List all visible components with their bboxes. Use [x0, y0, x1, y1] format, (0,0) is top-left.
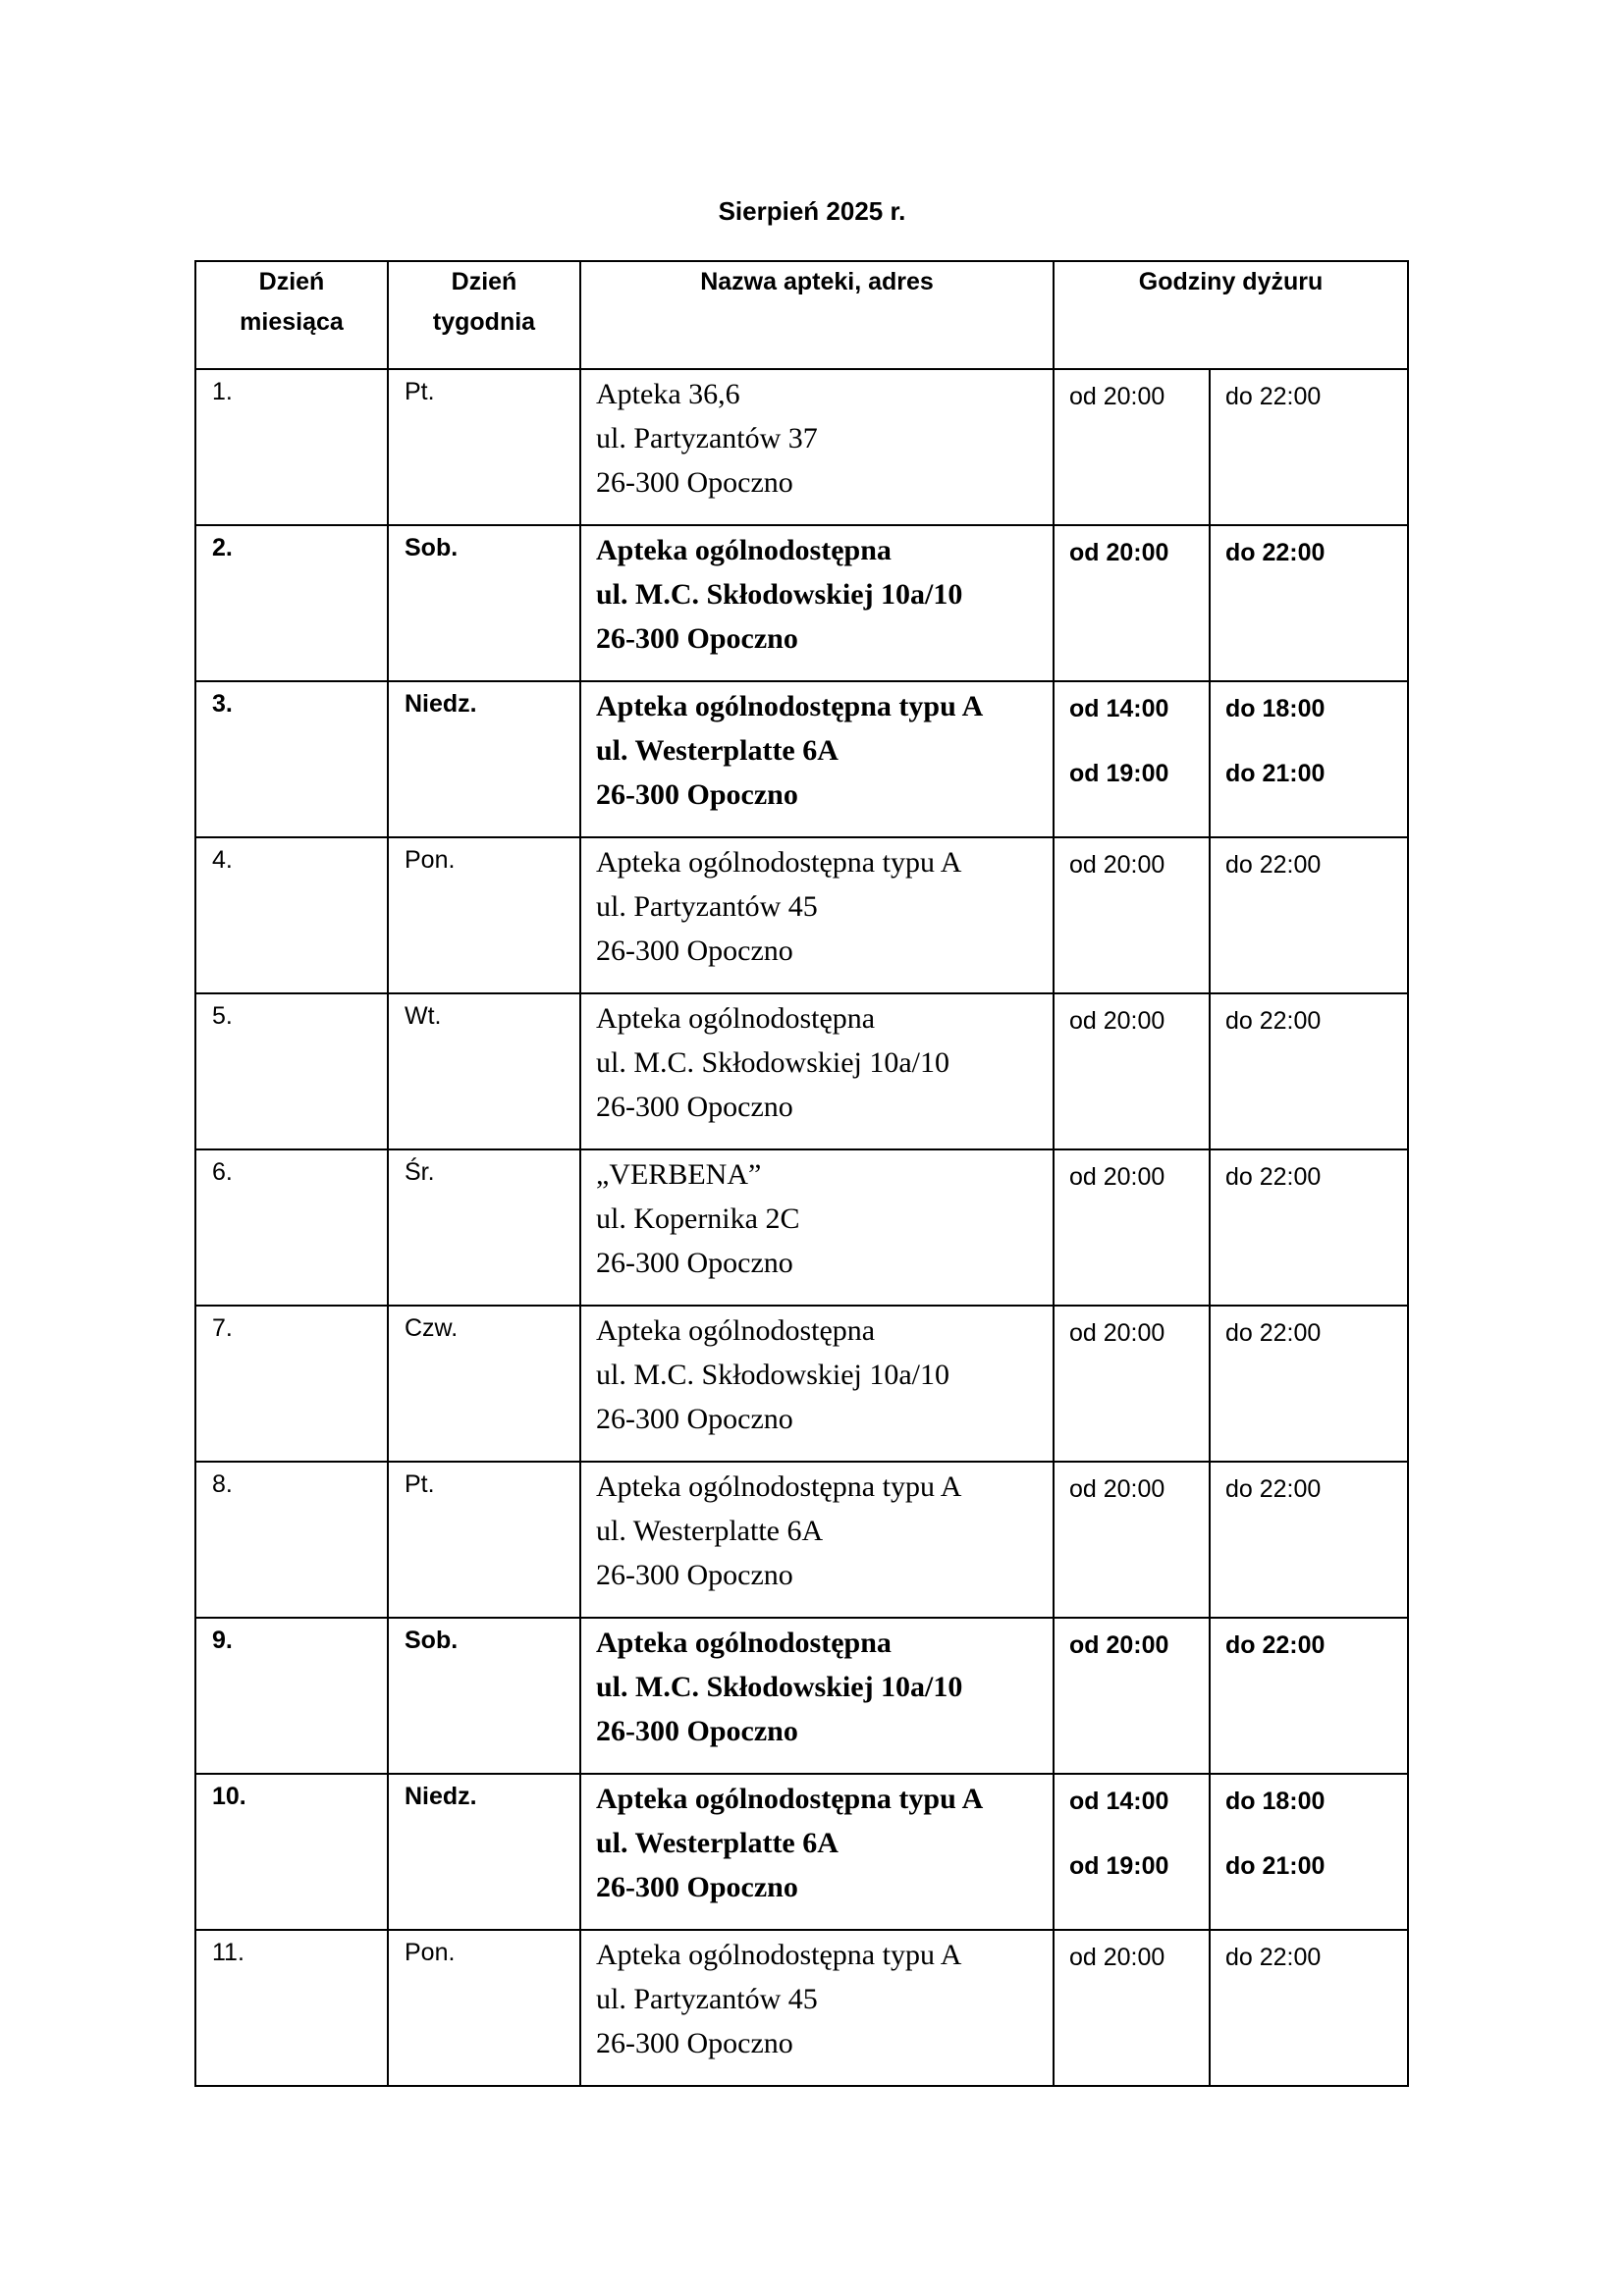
table-row — [195, 993, 1408, 1149]
day-of-week-cell — [388, 525, 580, 681]
hours-to-cell — [1210, 1774, 1408, 1930]
pharmacy-cell — [580, 1930, 1054, 2086]
day-of-week: Sob. — [405, 1627, 459, 1654]
header-day-of-week-line: Dzień — [451, 268, 517, 295]
hours-from: od 14:00 — [1069, 695, 1169, 722]
hours-from: od 19:00 — [1069, 1852, 1169, 1880]
day-of-month-cell — [195, 993, 388, 1149]
pharmacy-city: 26-300 Opoczno — [596, 934, 793, 967]
hours-from-cell — [1054, 1306, 1210, 1462]
hours-to-cell — [1210, 1618, 1408, 1774]
pharmacy-cell — [580, 837, 1054, 993]
hours-from: od 20:00 — [1069, 383, 1165, 410]
day-of-week-cell — [388, 681, 580, 837]
hours-from: od 20:00 — [1069, 1007, 1165, 1035]
hours-from-cell — [1054, 837, 1210, 993]
table-row — [195, 681, 1408, 837]
table-row — [195, 1149, 1408, 1306]
hours-to: do 18:00 — [1225, 1788, 1326, 1815]
day-of-month-cell — [195, 837, 388, 993]
header-day-of-week — [388, 261, 580, 369]
hours-to: do 22:00 — [1225, 1631, 1326, 1659]
hours-to-cell — [1210, 1930, 1408, 2086]
hours-from: od 20:00 — [1069, 1631, 1169, 1659]
pharmacy-street: ul. Partyzantów 45 — [596, 890, 818, 923]
hours-from: od 14:00 — [1069, 1788, 1169, 1815]
day-of-week-cell — [388, 1462, 580, 1618]
pharmacy-street: ul. Partyzantów 37 — [596, 422, 818, 454]
day-of-week-cell — [388, 1930, 580, 2086]
day-of-week-cell — [388, 993, 580, 1149]
day-of-week: Pon. — [405, 1939, 456, 1966]
day-of-month-cell — [195, 1462, 388, 1618]
hours-from-cell — [1054, 1774, 1210, 1930]
day-of-week: Niedz. — [405, 690, 477, 718]
hours-to-cell — [1210, 525, 1408, 681]
table-row — [195, 1930, 1408, 2086]
hours-from-cell — [1054, 369, 1210, 525]
pharmacy-name: Apteka ogólnodostępna typu A — [596, 690, 984, 722]
header-day-of-month-line: Dzień — [258, 268, 325, 295]
hours-to: do 22:00 — [1225, 1007, 1322, 1035]
hours-to: do 22:00 — [1225, 1475, 1322, 1503]
pharmacy-city: 26-300 Opoczno — [596, 778, 798, 811]
pharmacy-cell — [580, 1618, 1054, 1774]
pharmacy-name: Apteka ogólnodostępna typu A — [596, 1470, 962, 1503]
day-of-month-cell — [195, 1774, 388, 1930]
day-of-week-cell — [388, 1618, 580, 1774]
hours-from-cell — [1054, 993, 1210, 1149]
pharmacy-city: 26-300 Opoczno — [596, 1715, 798, 1747]
day-of-week-cell — [388, 369, 580, 525]
hours-to: do 21:00 — [1225, 1852, 1326, 1880]
day-of-month: 7. — [212, 1314, 233, 1342]
day-of-month: 5. — [212, 1002, 233, 1030]
table-row — [195, 1462, 1408, 1618]
hours-to: do 21:00 — [1225, 760, 1326, 787]
hours-from: od 20:00 — [1069, 1944, 1165, 1971]
hours-to: do 18:00 — [1225, 695, 1326, 722]
day-of-month: 11. — [212, 1939, 244, 1966]
table-row — [195, 1618, 1408, 1774]
pharmacy-street: ul. Westerplatte 6A — [596, 1827, 839, 1859]
day-of-week: Pt. — [405, 1470, 435, 1498]
pharmacy-name: Apteka ogólnodostępna — [596, 1627, 892, 1659]
table-row — [195, 1774, 1408, 1930]
day-of-month: 2. — [212, 534, 233, 561]
pharmacy-street: ul. Westerplatte 6A — [596, 734, 839, 767]
pharmacy-street: ul. Kopernika 2C — [596, 1202, 800, 1235]
pharmacy-name: Apteka ogólnodostępna typu A — [596, 1783, 984, 1815]
hours-to-cell — [1210, 369, 1408, 525]
pharmacy-city: 26-300 Opoczno — [596, 622, 798, 655]
pharmacy-street: ul. M.C. Skłodowskiej 10a/10 — [596, 1671, 963, 1703]
table-row — [195, 1306, 1408, 1462]
pharmacy-cell — [580, 1774, 1054, 1930]
pharmacy-city: 26-300 Opoczno — [596, 1871, 798, 1903]
hours-from: od 20:00 — [1069, 1319, 1165, 1347]
pharmacy-cell — [580, 1306, 1054, 1462]
pharmacy-name: Apteka ogólnodostępna — [596, 1002, 876, 1035]
pharmacy-street: ul. M.C. Skłodowskiej 10a/10 — [596, 1046, 950, 1079]
hours-from: od 20:00 — [1069, 1163, 1165, 1191]
day-of-month-cell — [195, 1930, 388, 2086]
hours-to-cell — [1210, 1462, 1408, 1618]
pharmacy-cell — [580, 1149, 1054, 1306]
day-of-month: 9. — [212, 1627, 233, 1654]
hours-from: od 20:00 — [1069, 539, 1169, 566]
day-of-week: Niedz. — [405, 1783, 477, 1810]
pharmacy-name: Apteka ogólnodostępna typu A — [596, 846, 962, 879]
pharmacy-city: 26-300 Opoczno — [596, 1091, 793, 1123]
hours-to: do 22:00 — [1225, 383, 1322, 410]
day-of-week: Sob. — [405, 534, 459, 561]
table-row — [195, 369, 1408, 525]
table-row — [195, 525, 1408, 681]
header-day-of-month-line: miesiąca — [240, 308, 344, 336]
hours-to-cell — [1210, 993, 1408, 1149]
day-of-month: 6. — [212, 1158, 233, 1186]
hours-from-cell — [1054, 1462, 1210, 1618]
hours-to-cell — [1210, 681, 1408, 837]
day-of-month-cell — [195, 1306, 388, 1462]
hours-from: od 20:00 — [1069, 851, 1165, 879]
hours-from-cell — [1054, 1618, 1210, 1774]
header-day-of-month — [195, 261, 388, 369]
hours-from-cell — [1054, 1930, 1210, 2086]
day-of-month: 10. — [212, 1783, 246, 1810]
pharmacy-cell — [580, 1462, 1054, 1618]
hours-from-cell — [1054, 525, 1210, 681]
hours-to: do 22:00 — [1225, 1944, 1322, 1971]
table-header-row — [195, 261, 1408, 369]
day-of-week-cell — [388, 1149, 580, 1306]
day-of-month: 4. — [212, 846, 233, 874]
day-of-week-cell — [388, 1774, 580, 1930]
page-title: Sierpień 2025 r. — [718, 196, 906, 226]
hours-from-cell — [1054, 1149, 1210, 1306]
day-of-week: Śr. — [405, 1158, 435, 1186]
pharmacy-city: 26-300 Opoczno — [596, 1403, 793, 1435]
pharmacy-street: ul. M.C. Skłodowskiej 10a/10 — [596, 578, 963, 611]
pharmacy-name: Apteka 36,6 — [596, 378, 740, 410]
day-of-month-cell — [195, 1149, 388, 1306]
day-of-week: Pt. — [405, 378, 435, 405]
pharmacy-city: 26-300 Opoczno — [596, 466, 793, 499]
hours-from-cell — [1054, 681, 1210, 837]
pharmacy-name: „VERBENA” — [596, 1158, 762, 1191]
hours-from: od 20:00 — [1069, 1475, 1165, 1503]
hours-to: do 22:00 — [1225, 539, 1326, 566]
pharmacy-city: 26-300 Opoczno — [596, 1247, 793, 1279]
day-of-month: 3. — [212, 690, 233, 718]
pharmacy-cell — [580, 369, 1054, 525]
hours-to: do 22:00 — [1225, 851, 1322, 879]
pharmacy-city: 26-300 Opoczno — [596, 1559, 793, 1591]
hours-to-cell — [1210, 1306, 1408, 1462]
day-of-month-cell — [195, 369, 388, 525]
pharmacy-street: ul. Westerplatte 6A — [596, 1515, 824, 1547]
pharmacy-city: 26-300 Opoczno — [596, 2027, 793, 2059]
pharmacy-street: ul. Partyzantów 45 — [596, 1983, 818, 2015]
day-of-week: Pon. — [405, 846, 456, 874]
header-day-of-week-line: tygodnia — [432, 308, 536, 336]
hours-to-cell — [1210, 1149, 1408, 1306]
day-of-month-cell — [195, 681, 388, 837]
hours-to-cell — [1210, 837, 1408, 993]
pharmacy-cell — [580, 681, 1054, 837]
pharmacy-duty-table — [194, 260, 1409, 2087]
day-of-week-cell — [388, 837, 580, 993]
day-of-week: Wt. — [405, 1002, 442, 1030]
hours-from: od 19:00 — [1069, 760, 1169, 787]
pharmacy-cell — [580, 993, 1054, 1149]
day-of-week: Czw. — [405, 1314, 459, 1342]
header-pharmacy: Nazwa apteki, adres — [580, 261, 1054, 369]
hours-to: do 22:00 — [1225, 1319, 1322, 1347]
day-of-month: 8. — [212, 1470, 233, 1498]
pharmacy-cell — [580, 525, 1054, 681]
table-row — [195, 837, 1408, 993]
day-of-week-cell — [388, 1306, 580, 1462]
pharmacy-name: Apteka ogólnodostępna — [596, 1314, 876, 1347]
pharmacy-name: Apteka ogólnodostępna — [596, 534, 892, 566]
header-duty-hours: Godziny dyżuru — [1054, 261, 1408, 369]
day-of-month-cell — [195, 525, 388, 681]
day-of-month: 1. — [212, 378, 233, 405]
pharmacy-name: Apteka ogólnodostępna typu A — [596, 1939, 962, 1971]
hours-to: do 22:00 — [1225, 1163, 1322, 1191]
day-of-month-cell — [195, 1618, 388, 1774]
pharmacy-street: ul. M.C. Skłodowskiej 10a/10 — [596, 1359, 950, 1391]
